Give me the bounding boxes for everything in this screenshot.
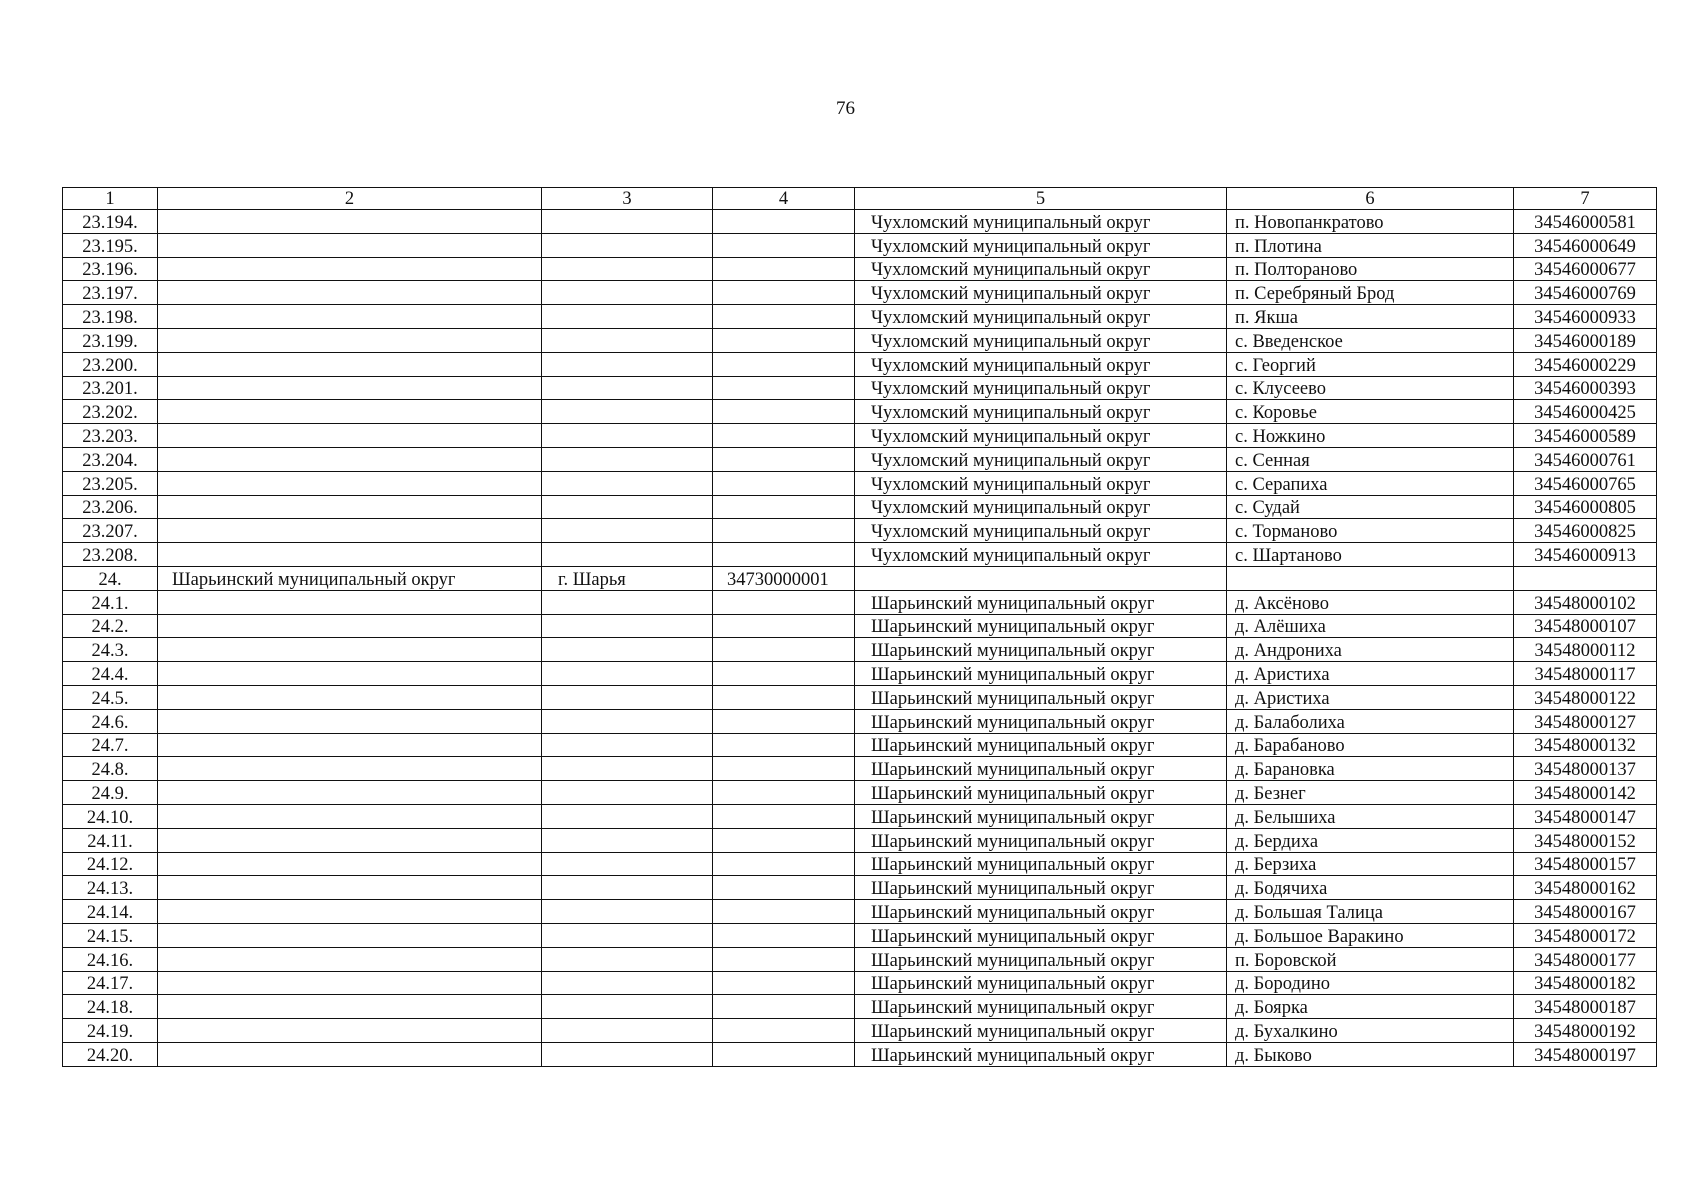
settlement-cell: д. Бодячиха (1227, 876, 1514, 900)
municipality-cell (158, 400, 542, 424)
admin-center-cell (542, 876, 713, 900)
center-code-cell (713, 995, 855, 1019)
center-code-cell (713, 781, 855, 805)
district-cell: Шарьинский муниципальный округ (855, 971, 1227, 995)
settlement-cell: с. Шартаново (1227, 543, 1514, 567)
center-code-cell (713, 281, 855, 305)
municipality-cell (158, 662, 542, 686)
district-cell: Чухломский муниципальный округ (855, 210, 1227, 234)
municipality-cell (158, 281, 542, 305)
municipality-cell (158, 614, 542, 638)
table-row (63, 757, 1657, 781)
admin-center-cell (542, 305, 713, 329)
table-row (63, 328, 1657, 352)
table-header-row (63, 188, 1657, 210)
table-row (63, 424, 1657, 448)
oktmo-code-cell: 34548000167 (1514, 900, 1657, 924)
settlement-cell: д. Берзиха (1227, 852, 1514, 876)
municipality-cell (158, 828, 542, 852)
oktmo-code-cell: 34548000192 (1514, 1019, 1657, 1043)
municipality-cell (158, 305, 542, 329)
district-cell (855, 566, 1227, 590)
admin-center-cell (542, 900, 713, 924)
district-cell: Шарьинский муниципальный округ (855, 947, 1227, 971)
center-code-cell (713, 852, 855, 876)
municipality-cell (158, 210, 542, 234)
municipality-cell (158, 519, 542, 543)
row-number-cell: 24.6. (63, 709, 158, 733)
table-row (63, 662, 1657, 686)
admin-center-cell (542, 590, 713, 614)
district-cell: Шарьинский муниципальный округ (855, 804, 1227, 828)
row-number-cell: 24.14. (63, 900, 158, 924)
admin-center-cell (542, 1042, 713, 1066)
oktmo-code-cell: 34546000393 (1514, 376, 1657, 400)
settlement-cell (1227, 566, 1514, 590)
admin-center-cell (542, 804, 713, 828)
municipality-cell (158, 685, 542, 709)
municipality-cell (158, 352, 542, 376)
center-code-cell (713, 804, 855, 828)
table-row (63, 947, 1657, 971)
municipality-cell (158, 781, 542, 805)
row-number-cell: 23.204. (63, 447, 158, 471)
row-number-cell: 23.195. (63, 233, 158, 257)
district-cell: Шарьинский муниципальный округ (855, 709, 1227, 733)
municipality-cell (158, 638, 542, 662)
admin-center-cell (542, 781, 713, 805)
oktmo-code-cell: 34546000425 (1514, 400, 1657, 424)
oktmo-code-cell: 34546000769 (1514, 281, 1657, 305)
oktmo-code-cell: 34548000132 (1514, 733, 1657, 757)
column-header: 1 (63, 188, 158, 210)
district-cell: Чухломский муниципальный округ (855, 495, 1227, 519)
settlement-cell: д. Аксёново (1227, 590, 1514, 614)
oktmo-code-cell (1514, 566, 1657, 590)
center-code-cell (713, 447, 855, 471)
center-code-cell (713, 662, 855, 686)
row-number-cell: 24.16. (63, 947, 158, 971)
table-row (63, 804, 1657, 828)
center-code-cell (713, 495, 855, 519)
table-row (63, 638, 1657, 662)
admin-center-cell (542, 662, 713, 686)
center-code-cell (713, 233, 855, 257)
municipality-cell (158, 923, 542, 947)
oktmo-code-cell: 34548000102 (1514, 590, 1657, 614)
row-number-cell: 24.17. (63, 971, 158, 995)
table-row (63, 900, 1657, 924)
oktmo-code-cell: 34548000142 (1514, 781, 1657, 805)
center-code-cell (713, 876, 855, 900)
table-row (63, 471, 1657, 495)
row-number-cell: 23.205. (63, 471, 158, 495)
row-number-cell: 23.207. (63, 519, 158, 543)
admin-center-cell (542, 257, 713, 281)
row-number-cell: 23.202. (63, 400, 158, 424)
table-row (63, 685, 1657, 709)
oktmo-code-cell: 34548000122 (1514, 685, 1657, 709)
district-cell: Шарьинский муниципальный округ (855, 638, 1227, 662)
district-cell: Шарьинский муниципальный округ (855, 590, 1227, 614)
center-code-cell (713, 614, 855, 638)
oktmo-code-cell: 34548000127 (1514, 709, 1657, 733)
oktmo-code-cell: 34548000157 (1514, 852, 1657, 876)
admin-center-cell (542, 828, 713, 852)
district-cell: Шарьинский муниципальный округ (855, 662, 1227, 686)
municipality-cell (158, 328, 542, 352)
oktmo-code-cell: 34548000137 (1514, 757, 1657, 781)
admin-center-cell: г. Шарья (542, 566, 713, 590)
center-code-cell (713, 685, 855, 709)
oktmo-code-cell: 34546000229 (1514, 352, 1657, 376)
settlement-cell: д. Бердиха (1227, 828, 1514, 852)
table-row (63, 566, 1657, 590)
settlement-cell: д. Боярка (1227, 995, 1514, 1019)
admin-center-cell (542, 733, 713, 757)
table-row (63, 971, 1657, 995)
oktmo-code-cell: 34548000152 (1514, 828, 1657, 852)
table-row (63, 519, 1657, 543)
settlement-cell: д. Бухалкино (1227, 1019, 1514, 1043)
district-cell: Шарьинский муниципальный округ (855, 614, 1227, 638)
settlement-cell: с. Ножкино (1227, 424, 1514, 448)
table-row (63, 876, 1657, 900)
oktmo-code-cell: 34546000677 (1514, 257, 1657, 281)
settlement-cell: с. Сенная (1227, 447, 1514, 471)
table-row (63, 1019, 1657, 1043)
district-cell: Чухломский муниципальный округ (855, 543, 1227, 567)
oktmo-code-cell: 34546000761 (1514, 447, 1657, 471)
settlement-cell: п. Серебряный Брод (1227, 281, 1514, 305)
column-header: 4 (713, 188, 855, 210)
settlement-cell: с. Введенское (1227, 328, 1514, 352)
district-cell: Чухломский муниципальный округ (855, 471, 1227, 495)
admin-center-cell (542, 757, 713, 781)
admin-center-cell (542, 519, 713, 543)
center-code-cell (713, 1019, 855, 1043)
row-number-cell: 24.15. (63, 923, 158, 947)
admin-center-cell (542, 971, 713, 995)
admin-center-cell (542, 923, 713, 947)
admin-center-cell (542, 447, 713, 471)
center-code-cell (713, 471, 855, 495)
settlement-cell: с. Георгий (1227, 352, 1514, 376)
table-row (63, 233, 1657, 257)
row-number-cell: 23.198. (63, 305, 158, 329)
table-row (63, 447, 1657, 471)
admin-center-cell (542, 424, 713, 448)
row-number-cell: 24.3. (63, 638, 158, 662)
row-number-cell: 24.10. (63, 804, 158, 828)
admin-center-cell (542, 947, 713, 971)
district-cell: Чухломский муниципальный округ (855, 257, 1227, 281)
center-code-cell (713, 376, 855, 400)
municipality-cell (158, 900, 542, 924)
settlements-table (62, 187, 1657, 1067)
row-number-cell: 24.2. (63, 614, 158, 638)
row-number-cell: 23.200. (63, 352, 158, 376)
admin-center-cell (542, 471, 713, 495)
district-cell: Шарьинский муниципальный округ (855, 685, 1227, 709)
center-code-cell (713, 638, 855, 662)
table-row (63, 709, 1657, 733)
oktmo-code-cell: 34546000589 (1514, 424, 1657, 448)
column-header: 5 (855, 188, 1227, 210)
row-number-cell: 23.197. (63, 281, 158, 305)
center-code-cell (713, 1042, 855, 1066)
column-header: 6 (1227, 188, 1514, 210)
municipality-cell (158, 233, 542, 257)
row-number-cell: 23.208. (63, 543, 158, 567)
settlement-cell: д. Большая Талица (1227, 900, 1514, 924)
district-cell: Чухломский муниципальный округ (855, 519, 1227, 543)
settlement-cell: д. Барабаново (1227, 733, 1514, 757)
table-row (63, 852, 1657, 876)
table-row (63, 495, 1657, 519)
table-row (63, 400, 1657, 424)
admin-center-cell (542, 281, 713, 305)
center-code-cell (713, 328, 855, 352)
municipality-cell (158, 1042, 542, 1066)
table-row (63, 590, 1657, 614)
settlement-cell: с. Серапиха (1227, 471, 1514, 495)
oktmo-code-cell: 34548000197 (1514, 1042, 1657, 1066)
table-row (63, 923, 1657, 947)
row-number-cell: 24.11. (63, 828, 158, 852)
admin-center-cell (542, 614, 713, 638)
table-row (63, 305, 1657, 329)
settlement-cell: д. Белышиха (1227, 804, 1514, 828)
center-code-cell (713, 971, 855, 995)
row-number-cell: 23.203. (63, 424, 158, 448)
settlement-cell: п. Новопанкратово (1227, 210, 1514, 234)
oktmo-code-cell: 34548000172 (1514, 923, 1657, 947)
center-code-cell (713, 590, 855, 614)
settlement-cell: д. Барановка (1227, 757, 1514, 781)
oktmo-code-cell: 34546000825 (1514, 519, 1657, 543)
district-cell: Чухломский муниципальный округ (855, 328, 1227, 352)
center-code-cell (713, 947, 855, 971)
center-code-cell (713, 305, 855, 329)
district-cell: Шарьинский муниципальный округ (855, 995, 1227, 1019)
district-cell: Шарьинский муниципальный округ (855, 1042, 1227, 1066)
district-cell: Шарьинский муниципальный округ (855, 733, 1227, 757)
table-row (63, 352, 1657, 376)
settlement-cell: с. Торманово (1227, 519, 1514, 543)
municipality-cell (158, 376, 542, 400)
settlement-cell: д. Аристиха (1227, 685, 1514, 709)
district-cell: Шарьинский муниципальный округ (855, 757, 1227, 781)
admin-center-cell (542, 543, 713, 567)
admin-center-cell (542, 376, 713, 400)
center-code-cell (713, 543, 855, 567)
row-number-cell: 23.194. (63, 210, 158, 234)
row-number-cell: 23.196. (63, 257, 158, 281)
center-code-cell (713, 757, 855, 781)
admin-center-cell (542, 352, 713, 376)
table-row (63, 995, 1657, 1019)
settlement-cell: д. Бородино (1227, 971, 1514, 995)
center-code-cell (713, 733, 855, 757)
oktmo-code-cell: 34548000147 (1514, 804, 1657, 828)
municipality-cell (158, 876, 542, 900)
table-row (63, 828, 1657, 852)
district-cell: Чухломский муниципальный округ (855, 281, 1227, 305)
settlement-cell: д. Андрониха (1227, 638, 1514, 662)
admin-center-cell (542, 638, 713, 662)
table-row (63, 543, 1657, 567)
district-cell: Чухломский муниципальный округ (855, 233, 1227, 257)
oktmo-code-cell: 34548000117 (1514, 662, 1657, 686)
district-cell: Чухломский муниципальный округ (855, 352, 1227, 376)
center-code-cell (713, 519, 855, 543)
settlement-cell: д. Большое Варакино (1227, 923, 1514, 947)
district-cell: Чухломский муниципальный округ (855, 400, 1227, 424)
row-number-cell: 24.13. (63, 876, 158, 900)
admin-center-cell (542, 852, 713, 876)
oktmo-code-cell: 34546000189 (1514, 328, 1657, 352)
admin-center-cell (542, 210, 713, 234)
row-number-cell: 24.8. (63, 757, 158, 781)
oktmo-code-cell: 34548000182 (1514, 971, 1657, 995)
municipality-cell (158, 447, 542, 471)
district-cell: Чухломский муниципальный округ (855, 424, 1227, 448)
settlement-cell: д. Быково (1227, 1042, 1514, 1066)
municipality-cell (158, 424, 542, 448)
center-code-cell (713, 352, 855, 376)
oktmo-code-cell: 34546000581 (1514, 210, 1657, 234)
oktmo-code-cell: 34546000649 (1514, 233, 1657, 257)
municipality-cell (158, 495, 542, 519)
row-number-cell: 24.9. (63, 781, 158, 805)
municipality-cell (158, 947, 542, 971)
settlement-cell: с. Клусеево (1227, 376, 1514, 400)
table-row (63, 210, 1657, 234)
center-code-cell (713, 828, 855, 852)
district-cell: Шарьинский муниципальный округ (855, 900, 1227, 924)
row-number-cell: 24.4. (63, 662, 158, 686)
district-cell: Шарьинский муниципальный округ (855, 876, 1227, 900)
oktmo-code-cell: 34546000933 (1514, 305, 1657, 329)
table-row (63, 281, 1657, 305)
admin-center-cell (542, 709, 713, 733)
district-cell: Шарьинский муниципальный округ (855, 852, 1227, 876)
municipality-cell: Шарьинский муниципальный округ (158, 566, 542, 590)
settlement-cell: д. Балаболиха (1227, 709, 1514, 733)
oktmo-code-cell: 34548000162 (1514, 876, 1657, 900)
settlement-cell: д. Аристиха (1227, 662, 1514, 686)
row-number-cell: 24.1. (63, 590, 158, 614)
municipality-cell (158, 757, 542, 781)
table-row (63, 376, 1657, 400)
row-number-cell: 24.5. (63, 685, 158, 709)
oktmo-code-cell: 34548000112 (1514, 638, 1657, 662)
row-number-cell: 24.7. (63, 733, 158, 757)
page-number: 76 (836, 98, 855, 119)
center-code-cell (713, 210, 855, 234)
district-cell: Чухломский муниципальный округ (855, 447, 1227, 471)
admin-center-cell (542, 328, 713, 352)
municipality-cell (158, 733, 542, 757)
municipality-cell (158, 471, 542, 495)
oktmo-code-cell: 34548000107 (1514, 614, 1657, 638)
settlement-cell: п. Якша (1227, 305, 1514, 329)
municipality-cell (158, 590, 542, 614)
settlement-cell: п. Полтораново (1227, 257, 1514, 281)
admin-center-cell (542, 400, 713, 424)
district-cell: Шарьинский муниципальный округ (855, 923, 1227, 947)
municipality-cell (158, 709, 542, 733)
settlement-cell: п. Боровской (1227, 947, 1514, 971)
center-code-cell (713, 257, 855, 281)
settlement-cell: с. Судай (1227, 495, 1514, 519)
admin-center-cell (542, 685, 713, 709)
row-number-cell: 24.20. (63, 1042, 158, 1066)
center-code-cell (713, 709, 855, 733)
municipality-cell (158, 971, 542, 995)
center-code-cell (713, 400, 855, 424)
oktmo-code-cell: 34548000177 (1514, 947, 1657, 971)
admin-center-cell (542, 495, 713, 519)
row-number-cell: 23.201. (63, 376, 158, 400)
district-cell: Шарьинский муниципальный округ (855, 1019, 1227, 1043)
center-code-cell (713, 900, 855, 924)
row-number-cell: 23.199. (63, 328, 158, 352)
center-code-cell (713, 424, 855, 448)
municipality-cell (158, 257, 542, 281)
district-cell: Чухломский муниципальный округ (855, 305, 1227, 329)
settlement-cell: д. Безнег (1227, 781, 1514, 805)
district-cell: Шарьинский муниципальный округ (855, 828, 1227, 852)
settlement-cell: п. Плотина (1227, 233, 1514, 257)
admin-center-cell (542, 1019, 713, 1043)
row-number-cell: 24.19. (63, 1019, 158, 1043)
center-code-cell: 34730000001 (713, 566, 855, 590)
municipality-cell (158, 852, 542, 876)
admin-center-cell (542, 995, 713, 1019)
district-cell: Чухломский муниципальный округ (855, 376, 1227, 400)
settlement-cell: с. Коровье (1227, 400, 1514, 424)
table-row (63, 781, 1657, 805)
admin-center-cell (542, 233, 713, 257)
column-header: 2 (158, 188, 542, 210)
row-number-cell: 24.18. (63, 995, 158, 1019)
table-row (63, 257, 1657, 281)
table-row (63, 614, 1657, 638)
table-row (63, 1042, 1657, 1066)
row-number-cell: 24.12. (63, 852, 158, 876)
municipality-cell (158, 543, 542, 567)
municipality-cell (158, 995, 542, 1019)
oktmo-code-cell: 34546000805 (1514, 495, 1657, 519)
column-header: 7 (1514, 188, 1657, 210)
oktmo-code-cell: 34546000913 (1514, 543, 1657, 567)
municipality-cell (158, 804, 542, 828)
oktmo-code-cell: 34548000187 (1514, 995, 1657, 1019)
column-header: 3 (542, 188, 713, 210)
row-number-cell: 23.206. (63, 495, 158, 519)
oktmo-code-cell: 34546000765 (1514, 471, 1657, 495)
municipality-cell (158, 1019, 542, 1043)
center-code-cell (713, 923, 855, 947)
settlement-cell: д. Алёшиха (1227, 614, 1514, 638)
row-number-cell: 24. (63, 566, 158, 590)
district-cell: Шарьинский муниципальный округ (855, 781, 1227, 805)
table-row (63, 733, 1657, 757)
